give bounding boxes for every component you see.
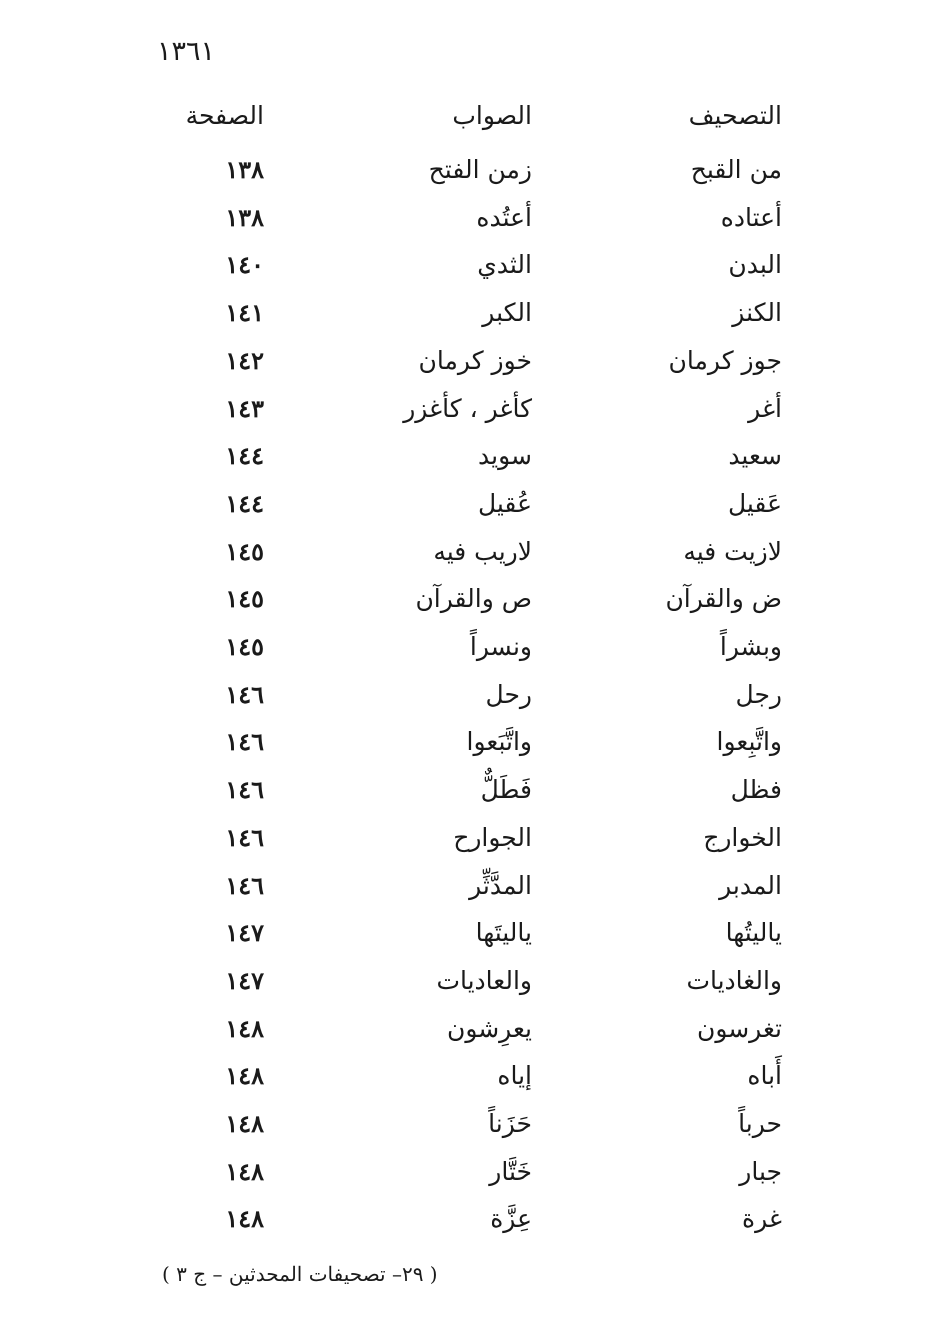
row-wrong-cell: البدن — [728, 250, 782, 280]
table-row — [0, 913, 940, 953]
row-wrong-cell: فظل — [730, 775, 782, 805]
row-correct-cell: عُقيل — [477, 488, 532, 518]
table-row — [0, 1104, 940, 1144]
row-correct-cell: والعاديات — [436, 965, 532, 995]
row-page-cell: ١٤٦ — [225, 870, 264, 900]
row-wrong-cell: أغر — [748, 393, 782, 423]
table-row — [0, 866, 940, 906]
row-page-cell: ١٤٧ — [225, 918, 264, 948]
table-row — [0, 1056, 940, 1096]
table-row — [0, 722, 940, 762]
page-number: ١٣٦١ — [157, 36, 216, 67]
row-correct-cell: فَطَلٌّ — [480, 775, 532, 805]
row-page-cell: ١٤١ — [225, 298, 264, 328]
row-correct-cell: عِزَّة — [490, 1204, 532, 1234]
row-page-cell: ١٤٨ — [225, 1013, 264, 1043]
row-correct-cell: ونسراً — [469, 632, 532, 661]
row-correct-cell: واتَّبَعوا — [466, 727, 532, 757]
table-row — [0, 1199, 940, 1239]
table-row — [0, 436, 940, 476]
header-correct: الصواب — [452, 101, 532, 130]
row-page-cell: ١٤٨ — [225, 1156, 264, 1186]
table-row — [0, 389, 940, 429]
row-page-cell: ١٤٨ — [225, 1061, 264, 1091]
row-page-cell: ١٤٧ — [225, 965, 264, 995]
row-wrong-cell: حرباً — [738, 1109, 782, 1138]
table-row — [0, 579, 940, 619]
row-page-cell: ١٤٦ — [225, 727, 264, 757]
row-wrong-cell: جبار — [739, 1156, 782, 1186]
row-page-cell: ١٣٨ — [225, 202, 264, 232]
header-page: الصفحة — [185, 101, 264, 130]
row-page-cell: ١٣٨ — [225, 155, 264, 184]
row-correct-cell: سويد — [478, 441, 532, 471]
row-correct-cell: خوز كرمان — [418, 345, 532, 375]
table-row — [0, 675, 940, 715]
row-correct-cell: يعرِشون — [446, 1013, 532, 1043]
row-correct-cell: الجوارح — [453, 822, 532, 852]
row-wrong-cell: من القبح — [690, 155, 782, 184]
row-page-cell: ١٤٠ — [225, 250, 264, 280]
row-wrong-cell: واتَّبِعوا — [716, 727, 782, 757]
row-correct-cell: كأغر ، كأغزر — [403, 393, 532, 423]
row-page-cell: ١٤٤ — [225, 441, 264, 471]
row-wrong-cell: الخوارج — [703, 822, 782, 852]
row-correct-cell: رحل — [485, 679, 532, 709]
table-row — [0, 770, 940, 810]
row-page-cell: ١٤٦ — [225, 775, 264, 805]
row-wrong-cell: غرة — [742, 1204, 782, 1234]
table-row — [0, 532, 940, 572]
row-page-cell: ١٤٨ — [225, 1204, 264, 1234]
table-header — [0, 96, 940, 136]
row-correct-cell: حَزَناً — [488, 1109, 532, 1138]
row-correct-cell: ص والقرآن — [415, 584, 532, 614]
row-correct-cell: زمن الفتح — [428, 155, 532, 184]
table-row — [0, 484, 940, 524]
row-wrong-cell: الكنز — [732, 298, 782, 328]
row-wrong-cell: ض والقرآن — [665, 584, 782, 614]
row-page-cell: ١٤٢ — [225, 345, 264, 375]
row-wrong-cell: رجل — [735, 679, 782, 709]
row-page-cell: ١٤٥ — [225, 584, 264, 614]
row-wrong-cell: جوز كرمان — [668, 345, 782, 375]
row-wrong-cell: وبشراً — [719, 632, 782, 661]
row-correct-cell: أعتُده — [476, 202, 532, 232]
row-correct-cell: خَتَّار — [489, 1156, 532, 1186]
row-wrong-cell: عَقيل — [727, 488, 782, 518]
table-row — [0, 961, 940, 1001]
row-page-cell: ١٤٥ — [225, 632, 264, 661]
table-row — [0, 150, 940, 190]
row-wrong-cell: تغرسون — [696, 1013, 782, 1043]
table-row — [0, 1009, 940, 1049]
footer-note: ( ٢٩– تصحيفات المحدثين – ج ٣ ) — [162, 1262, 438, 1286]
row-page-cell: ١٤٤ — [225, 488, 264, 518]
row-page-cell: ١٤٨ — [225, 1109, 264, 1138]
table-row — [0, 1152, 940, 1192]
row-correct-cell: لاريب فيه — [433, 536, 532, 566]
row-correct-cell: الثدي — [477, 250, 532, 280]
row-page-cell: ١٤٦ — [225, 679, 264, 709]
table-row — [0, 245, 940, 285]
row-page-cell: ١٤٦ — [225, 822, 264, 852]
row-correct-cell: الكبر — [482, 298, 532, 328]
row-wrong-cell: والغاديات — [686, 965, 782, 995]
row-wrong-cell: أعتاده — [720, 202, 782, 232]
table-row — [0, 341, 940, 381]
row-wrong-cell: المدبر — [719, 870, 782, 900]
header-wrong: التصحيف — [688, 101, 782, 130]
row-wrong-cell: سعيد — [728, 441, 782, 471]
row-page-cell: ١٤٣ — [225, 393, 264, 423]
table-row — [0, 293, 940, 333]
row-wrong-cell: ياليتُها — [725, 918, 782, 948]
row-page-cell: ١٤٥ — [225, 536, 264, 566]
row-correct-cell: المدَّثِّر — [469, 870, 532, 900]
row-correct-cell: ياليتَها — [475, 918, 532, 948]
table-row — [0, 627, 940, 667]
row-correct-cell: إياه — [497, 1061, 532, 1091]
table-row — [0, 198, 940, 238]
table-row — [0, 818, 940, 858]
row-wrong-cell: لازيت فيه — [683, 536, 782, 566]
row-wrong-cell: أَباه — [747, 1061, 782, 1091]
